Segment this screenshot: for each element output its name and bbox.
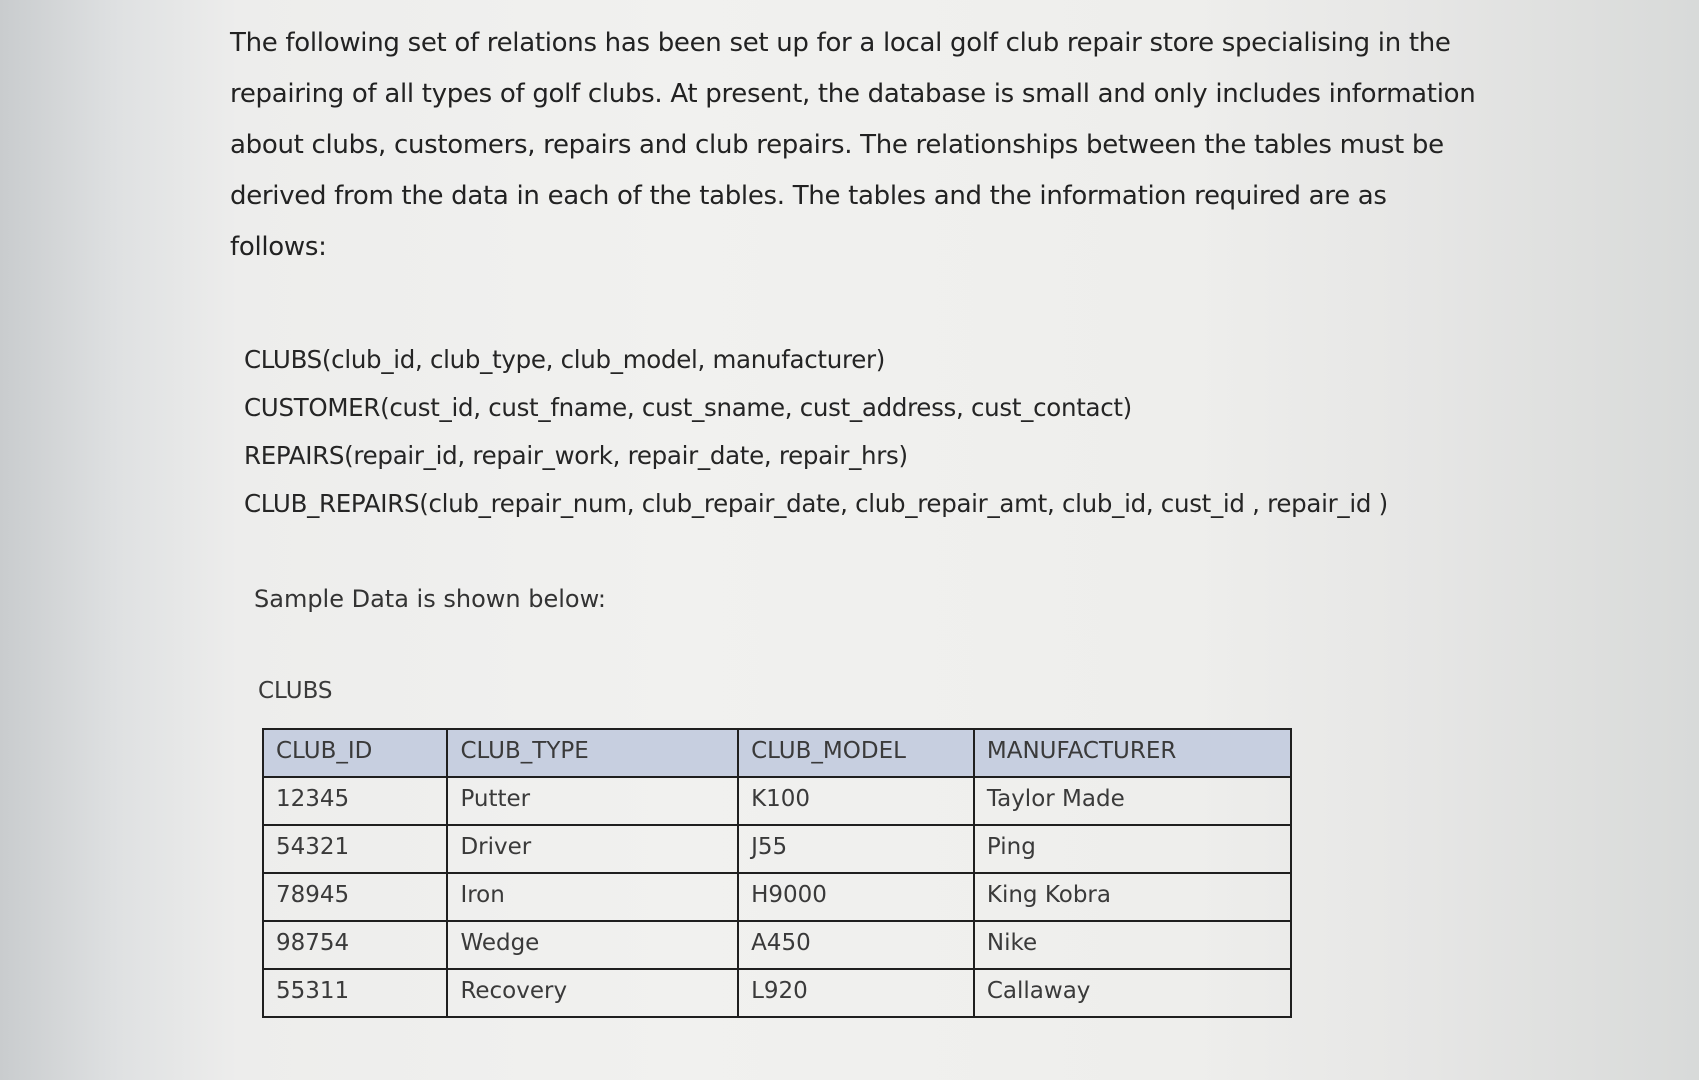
cell-club-type: Driver — [447, 825, 738, 873]
cell-club-model: J55 — [738, 825, 974, 873]
intro-paragraph — [230, 18, 1476, 273]
cell-club-type: Putter — [447, 777, 738, 825]
cell-club-id: 78945 — [263, 873, 447, 921]
column-header-club-id: CLUB_ID — [263, 729, 447, 777]
document-body — [230, 18, 1476, 273]
intro-line: derived from the data in each of the tables. The tables and the information required are as — [230, 181, 1387, 211]
intro-line: repairing of all types of golf clubs. At present, the database is small and only includes information — [230, 79, 1476, 109]
intro-line: follows: — [230, 232, 327, 262]
cell-club-model: L920 — [738, 969, 974, 1017]
cell-manufacturer: King Kobra — [974, 873, 1291, 921]
table-header-row — [263, 729, 1291, 777]
cell-club-id: 55311 — [263, 969, 447, 1017]
clubs-table — [262, 728, 1292, 1018]
table-row — [263, 825, 1291, 873]
relations-list — [244, 336, 1388, 528]
cell-club-type: Wedge — [447, 921, 738, 969]
cell-club-id: 54321 — [263, 825, 447, 873]
cell-club-id: 98754 — [263, 921, 447, 969]
cell-club-type: Iron — [447, 873, 738, 921]
cell-club-type: Recovery — [447, 969, 738, 1017]
sample-data-label: Sample Data is shown below: — [254, 585, 606, 613]
relation-clubs: CLUBS(club_id, club_type, club_model, manufacturer) — [244, 345, 885, 374]
column-header-manufacturer: MANUFACTURER — [974, 729, 1291, 777]
cell-club-model: H9000 — [738, 873, 974, 921]
table-caption: CLUBS — [258, 678, 333, 704]
intro-line: The following set of relations has been set up for a local golf club repair store specialising in the — [230, 28, 1451, 58]
column-header-club-model: CLUB_MODEL — [738, 729, 974, 777]
cell-club-model: K100 — [738, 777, 974, 825]
cell-club-id: 12345 — [263, 777, 447, 825]
table-row — [263, 969, 1291, 1017]
relation-repairs: REPAIRS(repair_id, repair_work, repair_date, repair_hrs) — [244, 441, 908, 470]
column-header-club-type: CLUB_TYPE — [447, 729, 738, 777]
cell-manufacturer: Nike — [974, 921, 1291, 969]
cell-manufacturer: Ping — [974, 825, 1291, 873]
cell-club-model: A450 — [738, 921, 974, 969]
table-row — [263, 873, 1291, 921]
relation-club-repairs: CLUB_REPAIRS(club_repair_num, club_repair_date, club_repair_amt, club_id, cust_id , repair_id ) — [244, 489, 1388, 518]
cell-manufacturer: Callaway — [974, 969, 1291, 1017]
intro-line: about clubs, customers, repairs and club repairs. The relationships between the tables must be — [230, 130, 1444, 160]
cell-manufacturer: Taylor Made — [974, 777, 1291, 825]
table-row — [263, 921, 1291, 969]
relation-customer: CUSTOMER(cust_id, cust_fname, cust_sname, cust_address, cust_contact) — [244, 393, 1132, 422]
table-row — [263, 777, 1291, 825]
